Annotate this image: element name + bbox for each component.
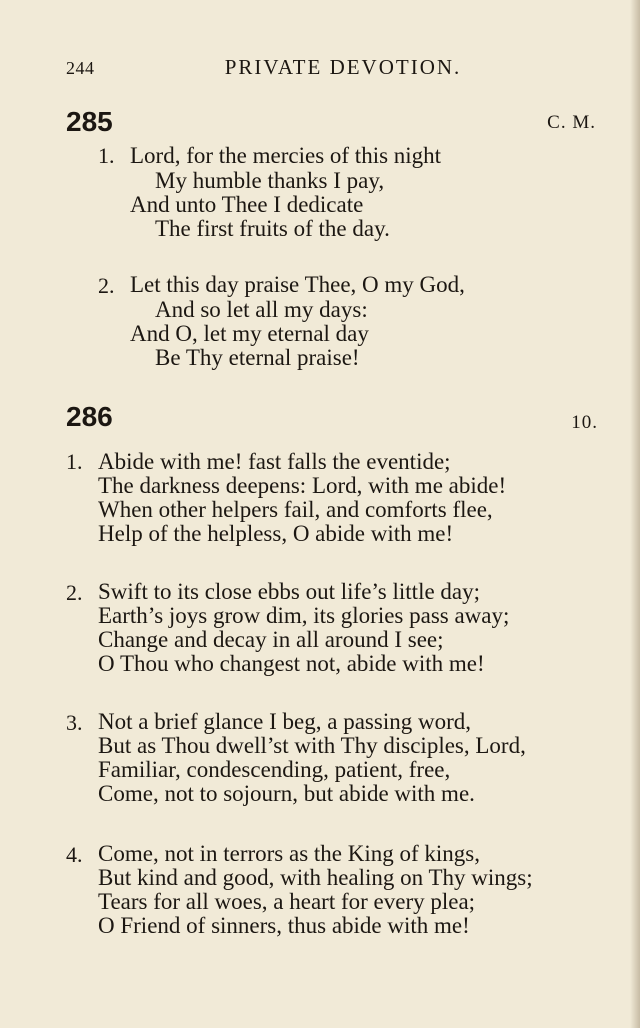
- running-head: PRIVATE DEVOTION.: [224, 55, 462, 79]
- stanza-number: 1.: [66, 449, 83, 474]
- verse-line: Be Thy eternal praise!: [155, 345, 360, 370]
- verse-line: And O, let my eternal day: [130, 321, 369, 346]
- verse-line: Let this day praise Thee, O my God,: [130, 272, 465, 297]
- verse-line: Swift to its close ebbs out life’s little day;: [98, 579, 481, 604]
- page-number: 244: [66, 58, 95, 78]
- verse-line: The darkness deepens: Lord, with me abide!: [98, 473, 507, 498]
- verse-line: Tears for all woes, a heart for every plea;: [98, 889, 476, 914]
- stanza-number: 2.: [98, 273, 115, 298]
- hymn-meter: C. M.: [547, 112, 596, 133]
- verse-line: Not a brief glance I beg, a passing word,: [98, 709, 471, 734]
- stanza-number: 4.: [66, 842, 83, 867]
- verse-line: But kind and good, with healing on Thy wings;: [98, 865, 533, 890]
- verse-line: The first fruits of the day.: [155, 216, 390, 241]
- stanza-number: 3.: [66, 710, 83, 735]
- verse-line: Come, not to sojourn, but abide with me.: [98, 781, 475, 806]
- verse-line: Help of the helpless, O abide with me!: [98, 521, 454, 546]
- stanza-number: 2.: [66, 580, 83, 605]
- hymn-number: 285: [66, 106, 113, 137]
- verse-line: My humble thanks I pay,: [155, 168, 385, 193]
- page-edge-shadow: [630, 0, 640, 1028]
- verse-line: O Thou who changest not, abide with me!: [98, 651, 485, 676]
- verse-line: Abide with me! fast falls the eventide;: [98, 449, 451, 474]
- hymn-meter: 10.: [571, 412, 598, 433]
- verse-line: And so let all my days:: [155, 297, 368, 322]
- stanza-number: 1.: [98, 143, 115, 168]
- verse-line: Earth’s joys grow dim, its glories pass away;: [98, 603, 510, 628]
- verse-line: And unto Thee I dedicate: [130, 192, 364, 217]
- verse-line: Come, not in terrors as the King of kings,: [98, 841, 481, 866]
- verse-line: Change and decay in all around I see;: [98, 627, 444, 652]
- verse-line: O Friend of sinners, thus abide with me!: [98, 913, 470, 938]
- verse-line: But as Thou dwell’st with Thy disciples, Lord,: [98, 733, 526, 758]
- verse-line: Lord, for the mercies of this night: [130, 143, 442, 168]
- verse-line: When other helpers fail, and comforts flee,: [98, 497, 493, 522]
- verse-line: Familiar, condescending, patient, free,: [98, 757, 451, 782]
- hymn-number: 286: [66, 401, 113, 432]
